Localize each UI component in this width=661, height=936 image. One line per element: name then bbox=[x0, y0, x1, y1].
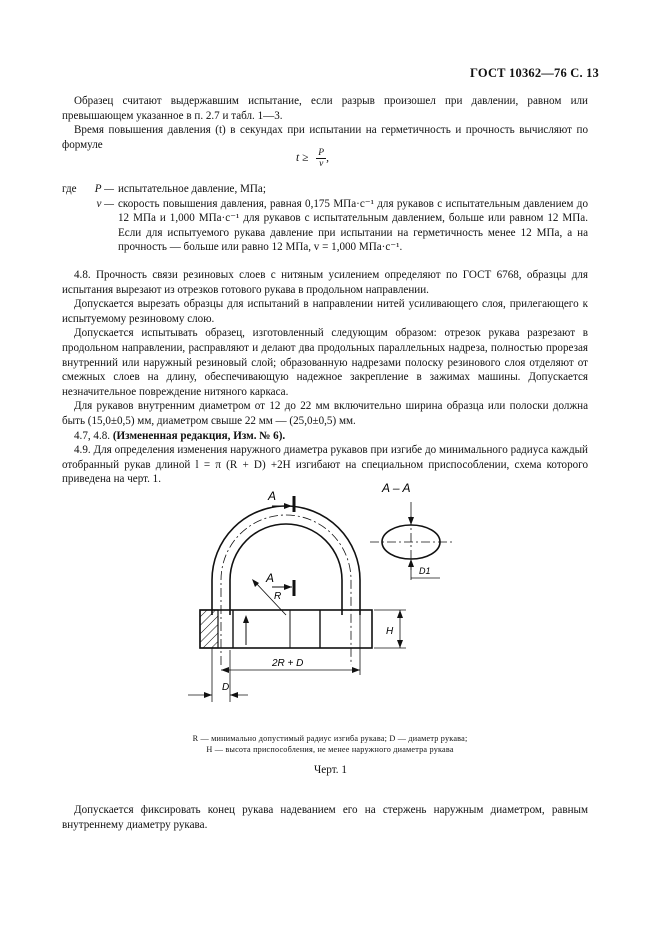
intro-text bbox=[62, 94, 588, 152]
section-marker-inner: A bbox=[266, 571, 275, 585]
definitions-lead: где bbox=[62, 183, 77, 195]
definition-text: испытательное давление, МПа; bbox=[118, 183, 266, 195]
definition-row bbox=[62, 182, 588, 197]
hose-center-line bbox=[221, 515, 351, 665]
hose-outer-arc bbox=[212, 506, 360, 615]
bending-fixture-drawing bbox=[160, 470, 490, 710]
formula bbox=[296, 148, 329, 169]
definition-row bbox=[62, 197, 588, 255]
fixture-block bbox=[200, 610, 372, 648]
formula-numerator: P bbox=[318, 148, 325, 158]
height-label: H bbox=[386, 626, 394, 637]
paragraph: Время повышения давления (t) в секундах при испытании на герметичность и прочность вычисляют по формуле bbox=[62, 124, 588, 151]
definitions bbox=[62, 182, 588, 255]
paragraph: Для рукавов внутренним диаметром от 12 до 22 мм включительно ширина образца или полоски должна быть (15,0±0,5) мм, диаметром свыше 22 мм — (25,0±0,5) мм. bbox=[62, 400, 588, 427]
paragraph: 4.8. Прочность связи резиновых слоев с нитяным усилением определяют по ГОСТ 6768, образцы для испытания вырезают из отрезков готового рукава в продольном направлении. bbox=[62, 269, 588, 296]
paragraph: Допускается вырезать образцы для испытаний в направлении нитей усиливающего слоя, прилегающего к испытуемому резиновому слою. bbox=[62, 298, 588, 325]
final-text bbox=[62, 803, 588, 832]
section-title: A – A bbox=[382, 481, 411, 495]
definition-symbol: v — bbox=[96, 197, 114, 210]
span-label: 2R + D bbox=[272, 658, 304, 669]
hose-inner-arc bbox=[230, 524, 342, 615]
paragraph: Допускается испытывать образец, изготовленный следующим образом: отрезок рукава разрезают в продольном направлении, расправляют и делают два продольных параллельных надреза, полностью прорезая внутренний или наружный резиновый слой; образованную надрезами полоску резинового слоя отделяют от смежных слоев на длину, обеспечивающую надежное закрепление в зажимах машины. Допускается незначительное повреждение нитяного каркаса. bbox=[62, 327, 588, 398]
section-4-8 bbox=[62, 268, 588, 487]
formula-lhs: t ≥ bbox=[296, 152, 309, 165]
figure-label: Черт. 1 bbox=[314, 764, 347, 776]
hatched-section bbox=[200, 610, 218, 648]
definition-text: скорость повышения давления, равная 0,175 МПа·с⁻¹ для рукавов с испытательным давлением до 12 МПа и 1,000 МПа·с⁻¹ для рукавов с испытательным давлением, больше или равном 12 МПа. Если для испытуемого рукава давление при испытании на герметичность менее 12 МПа, а на прочность — больше или равно 12 МПа, v = 1,000 МПа·с⁻¹. bbox=[118, 197, 588, 254]
caption-line: R — минимально допустимый радиус изгиба рукава; D — диаметр рукава; bbox=[192, 734, 468, 743]
definition-symbol: P — bbox=[94, 183, 114, 195]
formula-denominator: v bbox=[319, 159, 324, 169]
diameter-label: D bbox=[222, 682, 230, 693]
formula-fraction bbox=[316, 148, 326, 169]
page-header: ГОСТ 10362—76 С. 13 bbox=[470, 66, 599, 80]
paragraph: Образец считают выдержавшим испытание, если разрыв произошел при давлении, равном или превышающем указанное в п. 2.7 и табл. 1—3. bbox=[62, 95, 588, 122]
revision-prefix: 4.7, 4.8. bbox=[74, 429, 111, 442]
revision-note bbox=[62, 429, 588, 444]
caption-line: H — высота приспособления, не менее наружного диаметра рукава bbox=[206, 745, 454, 754]
paragraph: 4.9. Для определения изменения наружного диаметра рукавов при изгибе до минимального радиуса каждый отобранный рукав длиной l = π (R + D) +2H изгибают на специальном приспособлении, схема которого приведена на черт. 1. bbox=[62, 444, 588, 486]
ovality-label: D1 bbox=[419, 566, 431, 576]
revision-bold: (Измененная редакция, Изм. № 6). bbox=[112, 429, 286, 442]
radius-label: R bbox=[274, 591, 282, 602]
section-marker-top: A bbox=[268, 489, 277, 503]
formula-tail: , bbox=[326, 152, 329, 165]
figure-caption bbox=[60, 733, 600, 755]
paragraph: Допускается фиксировать конец рукава надеванием его на стержень наружным диаметром, равным внутреннему диаметру рукава. bbox=[62, 804, 588, 831]
